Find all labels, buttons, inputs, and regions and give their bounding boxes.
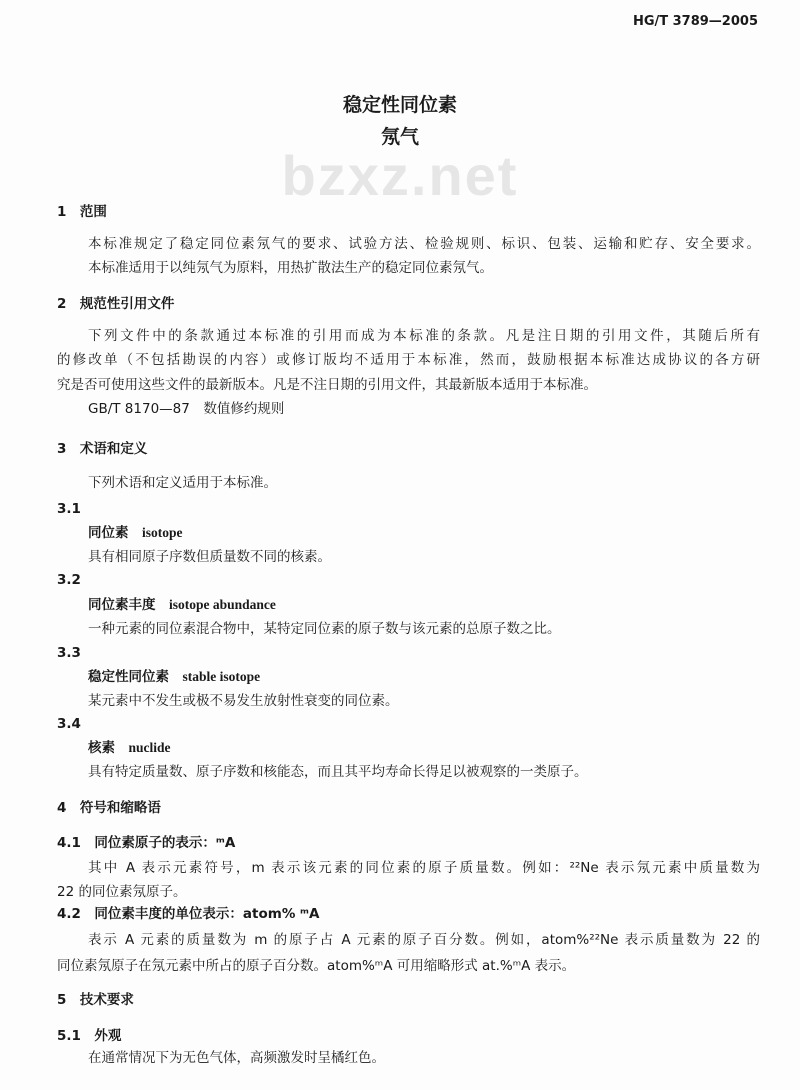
watermark: bzxz.net	[281, 144, 519, 207]
section-1-heading: 1 范围	[57, 204, 107, 220]
paragraph-line: 下列术语和定义适用于本标准。	[88, 475, 277, 491]
section-5-1-heading: 5.1 外观	[57, 1028, 122, 1044]
paragraph-line: 的修改单（不包括勘误的内容）或修订版均不适用于本标准，然而，鼓励根据本标准达成协议的各方研	[57, 352, 760, 368]
paragraph-line: 表示 A 元素的质量数为 m 的原子占 A 元素的原子百分数。例如，atom%²²Ne 表示质量数为 22 的	[88, 932, 760, 948]
section-4-1-heading: 4.1 同位素原子的表示：ᵐA	[57, 835, 236, 851]
term-number: 3.1	[57, 501, 81, 517]
term-zh: 稳定性同位素	[88, 669, 169, 685]
paragraph-line: 22 的同位素氖原子。	[57, 884, 187, 900]
section-4-heading: 4 符号和缩略语	[57, 800, 161, 816]
section-4-2-heading: 4.2 同位素丰度的单位表示：atom% ᵐA	[57, 906, 320, 922]
reference-item: GB/T 8170—87 数值修约规则	[88, 401, 285, 417]
term-number: 3.3	[57, 645, 81, 661]
section-2-heading: 2 规范性引用文件	[57, 296, 175, 312]
term-definition: 一种元素的同位素混合物中，某特定同位素的原子数与该元素的总原子数之比。	[88, 621, 561, 637]
term-zh: 同位素丰度	[88, 597, 156, 613]
term-definition: 具有相同原子序数但质量数不同的核素。	[88, 549, 331, 565]
term-en: nuclide	[128, 740, 171, 755]
term-zh: 同位素	[88, 525, 129, 541]
doc-subtitle: 氖气	[380, 126, 419, 148]
paragraph-line: 在通常情况下为无色气体，高频激发时呈橘红色。	[88, 1050, 385, 1066]
doc-title: 稳定性同位素	[342, 94, 457, 116]
paragraph-line: 究是否可使用这些文件的最新版本。凡是不注日期的引用文件，其最新版本适用于本标准。	[57, 377, 597, 393]
term-definition: 具有特定质量数、原子序数和核能态，而且其平均寿命长得足以被观察的一类原子。	[88, 764, 588, 780]
term-en: isotope abundance	[169, 597, 276, 612]
term-number: 3.4	[57, 716, 81, 732]
term-en: isotope	[142, 525, 183, 540]
section-5-heading: 5 技术要求	[57, 992, 134, 1008]
section-3-heading: 3 术语和定义	[57, 441, 148, 457]
paragraph-line: 本标准规定了稳定同位素氖气的要求、试验方法、检验规则、标识、包装、运输和贮存、安全要求。	[88, 236, 760, 252]
term-zh: 核素	[88, 740, 115, 756]
paragraph-line: 本标准适用于以纯氖气为原料，用热扩散法生产的稳定同位素氖气。	[88, 260, 493, 276]
paragraph-line: 其中 A 表示元素符号，m 表示该元素的同位素的原子质量数。例如：²²Ne 表示氖元素中质量数为	[88, 860, 760, 876]
standard-code: HG/T 3789—2005	[632, 14, 758, 29]
paragraph-line: 下列文件中的条款通过本标准的引用而成为本标准的条款。凡是注日期的引用文件，其随后所有	[88, 328, 760, 344]
term-definition: 某元素中不发生或极不易发生放射性衰变的同位素。	[88, 693, 399, 709]
paragraph-line: 同位素氖原子在氖元素中所占的原子百分数。atom%ᵐA 可用缩略形式 at.%ᵐA 表示。	[57, 958, 576, 974]
term-number: 3.2	[57, 572, 81, 588]
term-en: stable isotope	[182, 669, 261, 684]
